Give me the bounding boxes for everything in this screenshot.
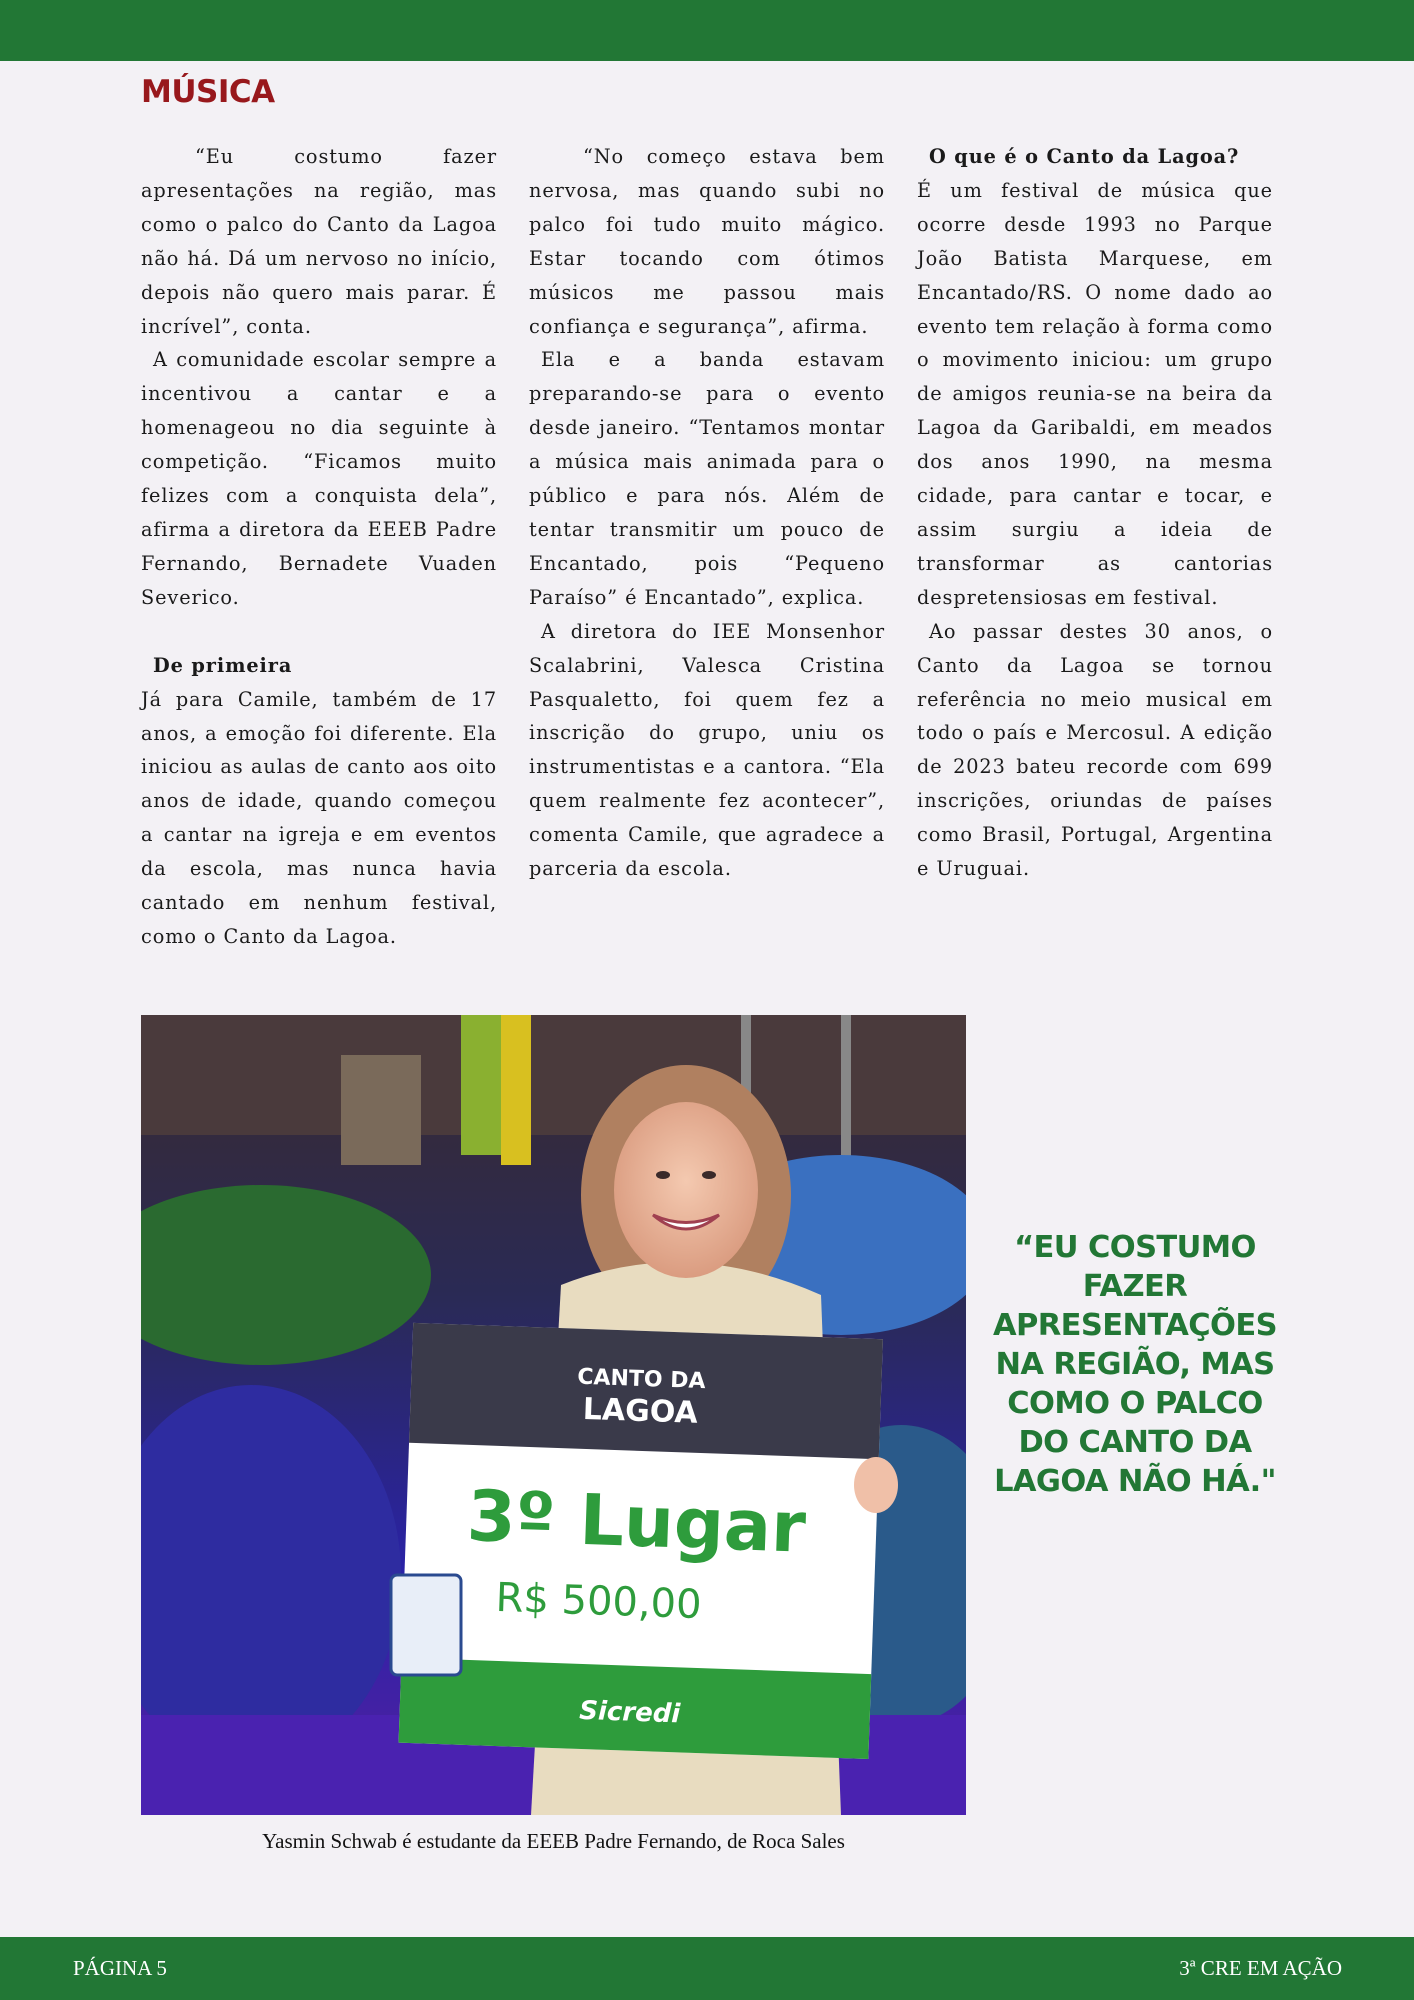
paragraph: A comunidade escolar sempre a incentivou a cantar e a homenageou no dia seguinte à competição. “Ficamos muito felizes com a conquista dela”, afirma a diretora da EEEB Padre Fernando, Bernadete Vuaden Severico. — [141, 348, 497, 609]
hand — [854, 1457, 898, 1513]
prize-sign — [399, 1323, 883, 1759]
podium — [341, 1055, 421, 1165]
flag — [501, 1015, 531, 1165]
sign-logo-text: CANTO DA — [576, 1364, 706, 1395]
face — [614, 1102, 758, 1278]
paragraph: É um festival de música que ocorre desde 1993 no Parque João Batista Marquese, em Encantado/RS. O nome dado ao evento tem relação à forma como o movimento iniciou: um grupo de amigos reunia-se na beira da Lagoa da Garibaldi, em meados dos anos 1990, na mesma cidade, para cantar e tocar, e assim surgiu a ideia de transformar as cantorias despretensiosas em festival. — [917, 178, 1273, 609]
paragraph: Ao passar destes 30 anos, o Canto da Lagoa se tornou referência no meio musical em todo o país e Mercosul. A edição de 2023 bateu recorde com 699 inscrições, oriundas de países como Brasil, Portugal, Argentina e Uruguai. — [917, 619, 1273, 881]
eye — [702, 1171, 716, 1179]
sign-prize: R$ 500,00 — [494, 1574, 703, 1629]
page-number: PÁGINA 5 — [73, 1956, 167, 1980]
article-column-1 — [141, 140, 497, 954]
top-color-bar — [0, 0, 1414, 61]
paragraph: A diretora do IEE Monsenhor Scalabrini, Valesca Cristina Pasqualetto, foi quem fez a inscrição do grupo, uniu os instrumentistas e a cantora. “Ela quem realmente fez acontecer”, comenta Camile, que agradece a parceria da escola. — [529, 619, 885, 881]
paragraph: Já para Camile, também de 17 anos, a emoção foi diferente. Ela iniciou as aulas de canto aos oito anos de idade, quando começou a cantar na igreja e em eventos da escola, mas nunca havia cantado em nenhum festival, como o Canto da Lagoa. — [141, 687, 497, 948]
flag — [461, 1015, 501, 1155]
spacer — [141, 615, 497, 649]
paragraph: “Eu costumo fazer apresentações na região, mas como o palco do Canto da Lagoa não há. Dá um nervoso no início, depois não quero mais parar. É incrível”, conta. — [141, 145, 497, 338]
article-photo — [141, 1015, 966, 1815]
eye — [656, 1171, 670, 1179]
sign-logo-text: LAGOA — [582, 1391, 699, 1431]
publication-name: 3ª CRE EM AÇÃO — [1179, 1956, 1342, 1980]
paragraph: “No começo estava bem nervosa, mas quando subi no palco foi tudo muito mágico. Estar tocando com ótimos músicos me passou mais confiança e segurança”, afirma. — [529, 145, 885, 338]
section-title: MÚSICA — [141, 74, 275, 110]
photo-caption: Yasmin Schwab é estudante da EEEB Padre Fernando, de Roca Sales — [262, 1829, 845, 1853]
paragraph: Ela e a banda estavam preparando-se para o evento desde janeiro. “Tentamos montar a música mais animada para o público e para nós. Além de tentar transmitir um pouco de Encantado, pois “Pequeno Paraíso” é Encantado”, explica. — [529, 348, 885, 609]
pull-quote: “EU COSTUMO FAZER APRESENTAÇÕES NA REGIÃO, MAS COMO O PALCO DO CANTO DA LAGOA NÃO HÁ." — [993, 1230, 1277, 1499]
subheading: De primeira — [153, 653, 293, 677]
footer-bar — [0, 1937, 1414, 2000]
sign-place: 3º Lugar — [465, 1474, 808, 1569]
subheading: O que é o Canto da Lagoa? — [929, 145, 1240, 168]
article-column-2 — [529, 140, 885, 886]
article-column-3 — [917, 140, 1273, 886]
event-badge — [391, 1575, 461, 1675]
sign-sponsor: Sicredi — [578, 1695, 681, 1730]
